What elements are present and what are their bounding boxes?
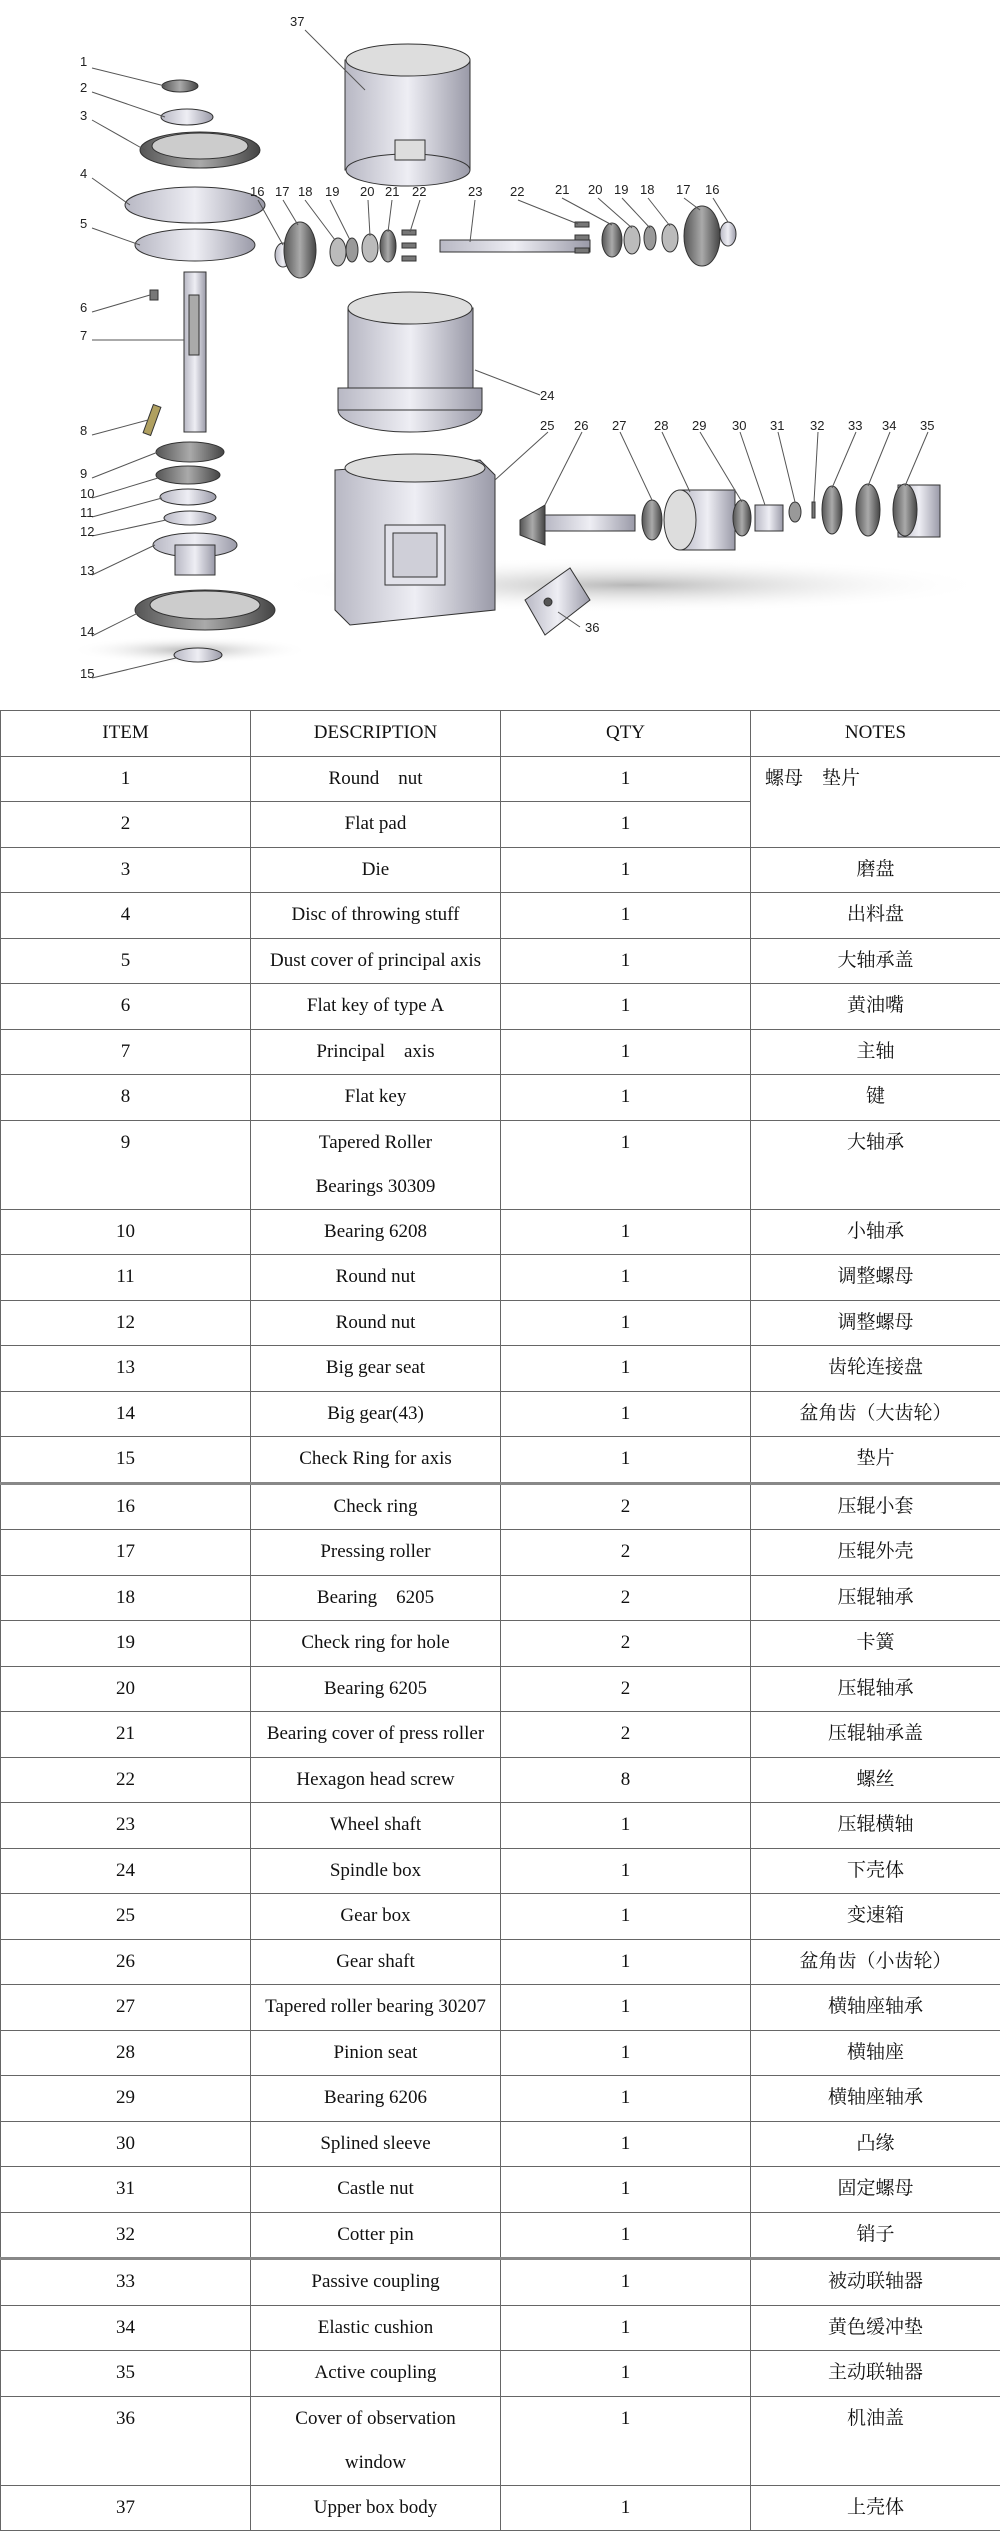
- cell-notes: 凸缘: [751, 2121, 1000, 2167]
- callout-5: 5: [80, 216, 87, 231]
- callout-18-left: 18: [298, 184, 312, 199]
- cell-description: Pressing roller: [251, 1530, 501, 1576]
- cell-notes: 销子: [751, 2212, 1000, 2259]
- table-row: [1, 2030, 1000, 2076]
- callout-25: 25: [540, 418, 554, 433]
- cell-description: Passive coupling: [251, 2259, 501, 2306]
- cell-qty: 2: [501, 1666, 751, 1712]
- cell-item: 28: [1, 2030, 251, 2076]
- cell-item: 7: [1, 1029, 251, 1075]
- cell-notes: 主动联轴器: [751, 2351, 1000, 2397]
- callout-35: 35: [920, 418, 934, 433]
- upper-box-body-part: [345, 44, 470, 186]
- cell-notes: 变速箱: [751, 1894, 1000, 1940]
- table-row: [1, 1346, 1000, 1392]
- cell-item: 8: [1, 1075, 251, 1121]
- callout-22-left: 22: [412, 184, 426, 199]
- cell-description: Tapered Roller Bearings 30309: [251, 1120, 501, 1209]
- table-row: [1, 984, 1000, 1030]
- cell-qty: 1: [501, 847, 751, 893]
- callout-21-right: 21: [555, 182, 569, 197]
- cell-item: 1: [1, 756, 251, 802]
- cell-item: 20: [1, 1666, 251, 1712]
- table-row: [1, 756, 1000, 802]
- cell-qty: 1: [501, 756, 751, 802]
- cell-notes: 盆角齿（大齿轮）: [751, 1391, 1000, 1437]
- cell-notes: 大轴承: [751, 1120, 1000, 1209]
- cell-qty: 1: [501, 802, 751, 848]
- cell-notes: 黄色缓冲垫: [751, 2305, 1000, 2351]
- cell-description: Check Ring for axis: [251, 1437, 501, 1484]
- cell-qty: 1: [501, 984, 751, 1030]
- table-row: [1, 2121, 1000, 2167]
- cell-description: Round nut: [251, 756, 501, 802]
- table-row: [1, 1666, 1000, 1712]
- cell-notes: 调整螺母: [751, 1255, 1000, 1301]
- header-description: DESCRIPTION: [251, 711, 501, 757]
- cell-qty: 1: [501, 1209, 751, 1255]
- table-row: [1, 1621, 1000, 1667]
- cell-qty: 1: [501, 2121, 751, 2167]
- callout-36: 36: [585, 620, 599, 635]
- cell-qty: 1: [501, 2305, 751, 2351]
- cell-description: Cotter pin: [251, 2212, 501, 2259]
- cell-item: 25: [1, 1894, 251, 1940]
- callout-32: 32: [810, 418, 824, 433]
- cell-item: 5: [1, 938, 251, 984]
- callout-11: 11: [80, 505, 94, 520]
- cell-qty: 1: [501, 2030, 751, 2076]
- callout-27: 27: [612, 418, 626, 433]
- table-row: [1, 893, 1000, 939]
- cell-description: Bearing 6205: [251, 1666, 501, 1712]
- cell-qty: 1: [501, 1029, 751, 1075]
- cell-item: 36: [1, 2396, 251, 2485]
- cell-qty: 1: [501, 1346, 751, 1392]
- cell-item: 30: [1, 2121, 251, 2167]
- cell-qty: 1: [501, 2485, 751, 2531]
- cell-qty: 1: [501, 2076, 751, 2122]
- callout-28: 28: [654, 418, 668, 433]
- cell-item: 3: [1, 847, 251, 893]
- cell-qty: 1: [501, 893, 751, 939]
- cell-description: Bearing 6205: [251, 1575, 501, 1621]
- table-row: [1, 1985, 1000, 2031]
- cell-item: 33: [1, 2259, 251, 2306]
- table-row: [1, 1575, 1000, 1621]
- table-row: [1, 1075, 1000, 1121]
- cell-notes: 卡簧: [751, 1621, 1000, 1667]
- cell-notes: 螺丝: [751, 1757, 1000, 1803]
- cell-qty: 8: [501, 1757, 751, 1803]
- cell-notes: 小轴承: [751, 1209, 1000, 1255]
- cell-item: 23: [1, 1803, 251, 1849]
- table-row: [1, 2396, 1000, 2485]
- callout-20-left: 20: [360, 184, 374, 199]
- callout-6: 6: [80, 300, 87, 315]
- gear-box-part: [335, 454, 495, 625]
- callout-13: 13: [80, 563, 94, 578]
- cell-qty: 1: [501, 1848, 751, 1894]
- cell-notes: 横轴座: [751, 2030, 1000, 2076]
- cell-notes: 齿轮连接盘: [751, 1346, 1000, 1392]
- cell-qty: 1: [501, 1803, 751, 1849]
- cell-item: 16: [1, 1483, 251, 1530]
- cell-item: 10: [1, 1209, 251, 1255]
- cell-notes: 键: [751, 1075, 1000, 1121]
- callout-10: 10: [80, 486, 94, 501]
- cell-item: 34: [1, 2305, 251, 2351]
- cell-item: 15: [1, 1437, 251, 1484]
- cell-item: 35: [1, 2351, 251, 2397]
- cell-qty: 1: [501, 1894, 751, 1940]
- header-item: ITEM: [1, 711, 251, 757]
- callout-2: 2: [80, 80, 87, 95]
- table-row: [1, 1300, 1000, 1346]
- cell-description: Upper box body: [251, 2485, 501, 2531]
- callout-9: 9: [80, 466, 87, 481]
- cell-qty: 1: [501, 2259, 751, 2306]
- callout-7: 7: [80, 328, 87, 343]
- table-row: [1, 1848, 1000, 1894]
- callout-21-left: 21: [385, 184, 399, 199]
- cell-item: 18: [1, 1575, 251, 1621]
- table-row: [1, 1939, 1000, 1985]
- cell-notes: 压辊轴承: [751, 1575, 1000, 1621]
- cell-qty: 1: [501, 2212, 751, 2259]
- cell-item: 31: [1, 2167, 251, 2213]
- table-row: [1, 2076, 1000, 2122]
- cell-description: Cover of observation window: [251, 2396, 501, 2485]
- cell-description: Spindle box: [251, 1848, 501, 1894]
- table-row: [1, 2259, 1000, 2306]
- callout-22-right: 22: [510, 184, 524, 199]
- table-row: [1, 2167, 1000, 2213]
- cell-description: Round nut: [251, 1300, 501, 1346]
- cell-qty: 1: [501, 1391, 751, 1437]
- table-row: [1, 1209, 1000, 1255]
- cell-notes: 大轴承盖: [751, 938, 1000, 984]
- callout-17-left: 17: [275, 184, 289, 199]
- callout-20-right: 20: [588, 182, 602, 197]
- cell-qty: 1: [501, 2351, 751, 2397]
- callout-26: 26: [574, 418, 588, 433]
- table-row: [1, 1120, 1000, 1209]
- callout-17-right: 17: [676, 182, 690, 197]
- table-row: [1, 1894, 1000, 1940]
- callout-15: 15: [80, 666, 94, 681]
- cell-item: 17: [1, 1530, 251, 1576]
- cell-qty: 1: [501, 1939, 751, 1985]
- callout-18-right: 18: [640, 182, 654, 197]
- table-row: [1, 1029, 1000, 1075]
- cell-item: 4: [1, 893, 251, 939]
- cell-description: Gear box: [251, 1894, 501, 1940]
- cell-qty: 1: [501, 1120, 751, 1209]
- cell-description: Flat key: [251, 1075, 501, 1121]
- callout-12: 12: [80, 524, 94, 539]
- cell-notes: 固定螺母: [751, 2167, 1000, 2213]
- callout-37: 37: [290, 14, 304, 29]
- table-row: [1, 2305, 1000, 2351]
- table-row: [1, 847, 1000, 893]
- cell-item: 6: [1, 984, 251, 1030]
- cell-item: 32: [1, 2212, 251, 2259]
- cell-description: Wheel shaft: [251, 1803, 501, 1849]
- parts-table: [0, 710, 1000, 2531]
- callout-16-left: 16: [250, 184, 264, 199]
- cell-description: Disc of throwing stuff: [251, 893, 501, 939]
- cell-description: Check ring for hole: [251, 1621, 501, 1667]
- cell-description: Elastic cushion: [251, 2305, 501, 2351]
- cell-notes: 压辊轴承盖: [751, 1712, 1000, 1758]
- cell-item: 12: [1, 1300, 251, 1346]
- cell-notes: 压辊外壳: [751, 1530, 1000, 1576]
- table-row: [1, 1757, 1000, 1803]
- cell-item: 21: [1, 1712, 251, 1758]
- cell-notes: 磨盘: [751, 847, 1000, 893]
- table-body: [1, 756, 1000, 2531]
- table-row: [1, 2351, 1000, 2397]
- exploded-view-diagram: [0, 0, 1000, 710]
- table-row: [1, 1437, 1000, 1484]
- callout-24: 24: [540, 388, 554, 403]
- table-row: [1, 1530, 1000, 1576]
- callout-14: 14: [80, 624, 94, 639]
- cell-item: 13: [1, 1346, 251, 1392]
- table-row: [1, 1712, 1000, 1758]
- cell-description: Bearing 6206: [251, 2076, 501, 2122]
- spindle-box-part: [338, 292, 482, 432]
- cell-qty: 1: [501, 1300, 751, 1346]
- cell-notes-merged: 螺母 垫片: [751, 756, 1000, 847]
- cell-description: Round nut: [251, 1255, 501, 1301]
- callout-30: 30: [732, 418, 746, 433]
- cell-notes: 压辊小套: [751, 1483, 1000, 1530]
- cell-notes: 调整螺母: [751, 1300, 1000, 1346]
- cell-item: 27: [1, 1985, 251, 2031]
- callout-4: 4: [80, 166, 87, 181]
- cell-notes: 横轴座轴承: [751, 2076, 1000, 2122]
- cell-item: 9: [1, 1120, 251, 1209]
- header-notes: NOTES: [751, 711, 1000, 757]
- cell-notes: 主轴: [751, 1029, 1000, 1075]
- cell-notes: 压辊横轴: [751, 1803, 1000, 1849]
- cell-item: 24: [1, 1848, 251, 1894]
- callout-1: 1: [80, 54, 87, 69]
- callout-16-right: 16: [705, 182, 719, 197]
- cell-description: Splined sleeve: [251, 2121, 501, 2167]
- cell-notes: 垫片: [751, 1437, 1000, 1484]
- cell-description: Die: [251, 847, 501, 893]
- callout-34: 34: [882, 418, 896, 433]
- cell-qty: 1: [501, 1075, 751, 1121]
- cell-description: Flat pad: [251, 802, 501, 848]
- cell-description: Big gear(43): [251, 1391, 501, 1437]
- cell-description: Big gear seat: [251, 1346, 501, 1392]
- cell-item: 19: [1, 1621, 251, 1667]
- cell-description: Tapered roller bearing 30207: [251, 1985, 501, 2031]
- cell-qty: 1: [501, 1437, 751, 1484]
- callout-31: 31: [770, 418, 784, 433]
- left-stack-parts: [125, 80, 275, 662]
- cell-description: Flat key of type A: [251, 984, 501, 1030]
- callout-19-right: 19: [614, 182, 628, 197]
- cell-qty: 2: [501, 1712, 751, 1758]
- cell-notes: 被动联轴器: [751, 2259, 1000, 2306]
- cell-description: Gear shaft: [251, 1939, 501, 1985]
- cell-qty: 1: [501, 2167, 751, 2213]
- cell-description: Check ring: [251, 1483, 501, 1530]
- table-row: [1, 2212, 1000, 2259]
- cell-qty: 2: [501, 1621, 751, 1667]
- callout-29: 29: [692, 418, 706, 433]
- cell-notes: 横轴座轴承: [751, 1985, 1000, 2031]
- cell-notes: 出料盘: [751, 893, 1000, 939]
- header-qty: QTY: [501, 711, 751, 757]
- cell-item: 26: [1, 1939, 251, 1985]
- table-row: [1, 1391, 1000, 1437]
- cell-qty: 1: [501, 1985, 751, 2031]
- cell-notes: 上壳体: [751, 2485, 1000, 2531]
- cell-item: 14: [1, 1391, 251, 1437]
- callout-23: 23: [468, 184, 482, 199]
- table-row: [1, 1483, 1000, 1530]
- cell-description: Bearing cover of press roller: [251, 1712, 501, 1758]
- cell-description: Hexagon head screw: [251, 1757, 501, 1803]
- cell-description: Castle nut: [251, 2167, 501, 2213]
- cell-notes: 下壳体: [751, 1848, 1000, 1894]
- callout-3: 3: [80, 108, 87, 123]
- callout-33: 33: [848, 418, 862, 433]
- table-row: [1, 1255, 1000, 1301]
- gear-shaft-assembly: [520, 484, 940, 550]
- cell-item: 22: [1, 1757, 251, 1803]
- cell-qty: 1: [501, 938, 751, 984]
- cell-description: Dust cover of principal axis: [251, 938, 501, 984]
- callout-19-left: 19: [325, 184, 339, 199]
- cell-description: Principal axis: [251, 1029, 501, 1075]
- cell-description: Pinion seat: [251, 2030, 501, 2076]
- cell-item: 11: [1, 1255, 251, 1301]
- callout-8: 8: [80, 423, 87, 438]
- cell-item: 2: [1, 802, 251, 848]
- roller-shaft-assembly: [275, 206, 736, 278]
- table-row: [1, 1803, 1000, 1849]
- cell-notes: 黄油嘴: [751, 984, 1000, 1030]
- cell-qty: 2: [501, 1483, 751, 1530]
- cell-notes: 压辊轴承: [751, 1666, 1000, 1712]
- cell-description: Bearing 6208: [251, 1209, 501, 1255]
- cell-notes: 机油盖: [751, 2396, 1000, 2485]
- table-row: [1, 2485, 1000, 2531]
- cell-qty: 1: [501, 2396, 751, 2485]
- cell-qty: 2: [501, 1575, 751, 1621]
- table-header-row: [1, 711, 1000, 757]
- cell-description: Active coupling: [251, 2351, 501, 2397]
- cell-item: 37: [1, 2485, 251, 2531]
- cell-notes: 盆角齿（小齿轮）: [751, 1939, 1000, 1985]
- cell-item: 29: [1, 2076, 251, 2122]
- cell-qty: 2: [501, 1530, 751, 1576]
- table-row: [1, 938, 1000, 984]
- cell-qty: 1: [501, 1255, 751, 1301]
